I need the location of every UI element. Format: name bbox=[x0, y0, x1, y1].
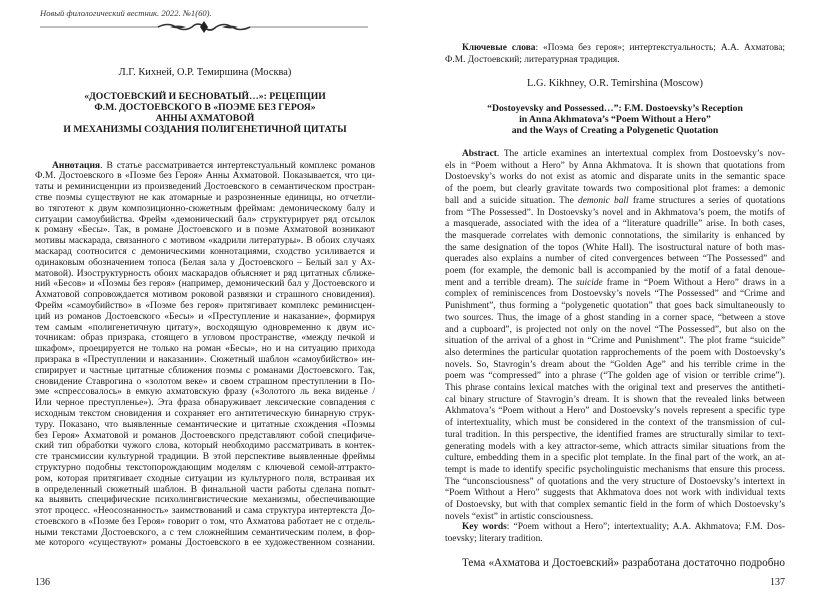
body-text bbox=[445, 557, 785, 570]
text-line bbox=[35, 301, 375, 312]
text-run: ром, которая притягивает сходные ситуации из культурного поля, встраивая их bbox=[35, 473, 375, 484]
text-line bbox=[445, 301, 785, 313]
authors-en: L.G. Kikhney, O.R. Temirshina (Moscow) bbox=[527, 78, 703, 89]
text-line bbox=[35, 355, 375, 366]
text-line bbox=[35, 258, 375, 269]
text-line bbox=[445, 196, 785, 208]
text-run: querades also explains a number of cited convergences between “The Possessed” and bbox=[445, 254, 785, 265]
text-run: situation of the arrival of a ghost in “Crime and Punishment”. The plot frame “suicide” bbox=[445, 336, 785, 347]
text-line bbox=[445, 278, 785, 290]
text-line bbox=[35, 333, 375, 344]
text-line bbox=[445, 219, 785, 231]
text-line bbox=[445, 289, 785, 301]
text-line bbox=[35, 161, 375, 172]
page-number-right: 137 bbox=[770, 577, 785, 588]
text-run: ский тип обработки чужого слова, который необходимо рассматривать в контек- bbox=[35, 441, 375, 452]
text-line bbox=[445, 557, 785, 570]
text-run: complex of reminiscences from Dostoevsky’s novels “The Possessed” and “Crime and bbox=[445, 289, 785, 300]
bold-label: Аннотация bbox=[52, 160, 101, 171]
text-run: в определенный сюжетный шаблон. В финальной части работы сделана попыт- bbox=[35, 484, 375, 495]
text-run: таты и реминисценции из произведений Достоевского в семантическом простран- bbox=[35, 182, 375, 193]
text-run: of Dostoevsky, but with that complex semantic field in the form of which Dostoevsky’s bbox=[445, 500, 785, 511]
text-run: призрака в «Преступлении и наказании». Сюжетный шаблон «самоубийство» ин- bbox=[35, 354, 375, 365]
text-run: the masquerade correlates with demonic connotations, the similarity is enhanced by bbox=[445, 230, 785, 241]
text-line bbox=[445, 500, 785, 512]
text-line bbox=[35, 290, 375, 301]
text-line bbox=[35, 279, 375, 290]
text-run: . В статье рассматривается интертекстуальный комплекс романов bbox=[100, 160, 375, 171]
text-run: tural tradition. In this perspective, the identified frames are structurally similar to text- bbox=[445, 429, 785, 440]
text-line bbox=[35, 398, 375, 409]
text-run: from “The Possessed”. In Dostoevsky’s novel and in Akhmatova’s poem, the motifs of bbox=[445, 207, 785, 218]
text-run: “Poem Without a Hero” suggests that Akhmatova does not work with individual texts bbox=[445, 488, 785, 499]
italic-term: suicide bbox=[576, 277, 603, 288]
text-run: toevsky; literary tradition. bbox=[445, 533, 543, 544]
text-line bbox=[445, 266, 785, 278]
text-line bbox=[445, 325, 785, 337]
page-number-left: 136 bbox=[35, 577, 50, 588]
text-run: also determines the particular quotation rapprochements of the poem with Dostoevsky’s bbox=[445, 347, 785, 358]
text-line bbox=[445, 534, 785, 546]
text-line bbox=[445, 430, 785, 442]
bold-label: Ключевые слова bbox=[462, 43, 536, 53]
text-run: els in “Poem without a Hero” by Anna Akhmatova. It is shown that quotations from bbox=[445, 160, 785, 171]
text-run: ме которого «существуют» романы Достоевского в ее художественном сознании. bbox=[35, 538, 375, 549]
text-line bbox=[445, 383, 785, 395]
text-line bbox=[445, 161, 785, 173]
text-line bbox=[35, 463, 375, 474]
text-line bbox=[35, 225, 375, 236]
text-run: Ахматовой сопровождается мотивом роковой развязки и страшного сновидения). bbox=[35, 290, 375, 301]
text-run: стоевского в «Поэме без Героя» говорит о том, что Ахматова работает не с отдель- bbox=[35, 516, 375, 527]
ornament-divider-icon bbox=[40, 20, 368, 34]
text-run: ний «Бесов» и «Поэмы без героя» (например, демонический бал у Достоевского и bbox=[35, 279, 375, 290]
text-line bbox=[35, 441, 375, 452]
text-run: мотивы маскарада, связанного с мотивом «кадрили литературы». В обоих случаях bbox=[35, 236, 375, 247]
text-run: The “unconsciousness” of quotations and the very structure of Dostoevsky’s intertext in bbox=[445, 476, 785, 487]
title-line: «ДОСТОЕВСКИЙ И БЕСНОВАТЫЙ…»: РЕЦЕПЦИИ bbox=[84, 90, 326, 102]
title-line: И МЕХАНИЗМЫ СОЗДАНИЯ ПОЛИГЕНЕТИЧНОЙ ЦИТАТЫ bbox=[63, 124, 347, 136]
text-line bbox=[35, 517, 375, 528]
title-line: in Anna Akhmatova’s “Poem Without a Hero” bbox=[519, 113, 711, 125]
text-run: poem was “compressed” into a phrase (“The golden age of vision or terrible crime”). bbox=[445, 371, 785, 382]
text-line bbox=[445, 184, 785, 196]
text-run: одинаковым обозначением топоса (Белая зала у Достоевского – Белый зал у Ах- bbox=[35, 257, 375, 268]
text-line bbox=[35, 215, 375, 226]
text-run: исходным текстом сновидения и сохраняет его антитетическую бинарную струк- bbox=[35, 408, 375, 419]
text-line bbox=[445, 395, 785, 407]
text-line bbox=[35, 420, 375, 431]
text-run: poem (for example, the demonic ball is accompanied by the motif of a fatal denoue- bbox=[445, 266, 785, 277]
text-line bbox=[35, 171, 375, 182]
text-line bbox=[35, 409, 375, 420]
text-run: culture, embedding them in a specific plot template. In the final part of the work, an at- bbox=[445, 453, 785, 464]
text-run: туру. Показано, что выявленные семантические и цитатные схождения «Поэмы bbox=[35, 419, 375, 430]
text-line bbox=[445, 149, 785, 161]
text-run: спирирует и частные цитатные сближения поэмы с романами Достоевского. Так, bbox=[35, 365, 375, 376]
text-line bbox=[445, 418, 785, 430]
text-line bbox=[35, 506, 375, 517]
text-run: a masquerade, associated with the idea of a “literature quadrille” arise. In both cases, bbox=[445, 219, 785, 230]
text-run: : «Поэма без героя»; интертекстуальность; А.А. Ахматова; bbox=[535, 43, 785, 53]
text-run: of the poem, but clearly gravitate towards two compositional plot frames: a demonic bbox=[445, 184, 785, 195]
text-line bbox=[445, 172, 785, 184]
title-line: “Dostoyevsky and Possessed…”: F.M. Dostoevsky’s Reception bbox=[487, 102, 743, 114]
text-line bbox=[445, 313, 785, 325]
text-run: эме «спрессовалось» в емкую ахматовскую фразу («Золотого ль века виденье / bbox=[35, 387, 375, 398]
text-run: сновидение Ставрогина о «золотом веке» и своем страшном преступлении в По- bbox=[35, 376, 375, 387]
text-line bbox=[445, 336, 785, 348]
text-run: tempt is made to identify specific psycholinguistic mechanisms that ensure this process. bbox=[445, 464, 785, 475]
text-run: шкафом», проецируется не только на роман «Бесы», но и на ситуацию прихода bbox=[35, 344, 375, 355]
text-line bbox=[445, 371, 785, 383]
text-run: cal binary structure of Stavrogin’s dream. It is shown that the revealed links between bbox=[445, 394, 785, 405]
text-run: ситуации самоубийства. Фрейм «демонический бал» структурирует ряд отсылок bbox=[35, 214, 375, 225]
text-line bbox=[35, 247, 375, 258]
text-line bbox=[35, 204, 375, 215]
text-run: Dostoevsky’s works do not exist as atomic and disparate units in the semantic space bbox=[445, 172, 785, 183]
text-run: структурно подобны текстопорождающим моделям с ключевой семой-аттракто- bbox=[35, 462, 375, 473]
article-title-en bbox=[445, 103, 785, 137]
text-line bbox=[445, 55, 785, 67]
text-line bbox=[35, 323, 375, 334]
text-run: novels. So, Stavrogin’s dream about the “Golden Age” and his terrible crime in the bbox=[445, 359, 785, 370]
text-run: This phrase contains lexical matches with the original text and preserves the antitheti- bbox=[445, 383, 785, 394]
text-run: Punishment”, thus forming a “polygenetic quotation” that goes back simultaneously to bbox=[445, 301, 785, 312]
keywords-en bbox=[445, 522, 785, 545]
text-run: ными текстами Достоевского, а с тем сложнейшим семантическим полем, в фор- bbox=[35, 527, 375, 538]
text-run: без Героя» Ахматовой и романов Достоевского представляют собой специфиче- bbox=[35, 430, 375, 441]
text-line bbox=[35, 528, 375, 539]
text-line bbox=[445, 522, 785, 534]
text-run: ment and a terrible dream). The bbox=[445, 277, 577, 288]
text-line bbox=[35, 452, 375, 463]
title-line: Ф.М. ДОСТОЕВСКОГО В «ПОЭМЕ БЕЗ ГЕРОЯ» bbox=[94, 101, 316, 113]
text-run: сте трансмиссии культурной традиции. В этой перспективе выявленные фреймы bbox=[35, 452, 375, 463]
text-line bbox=[35, 474, 375, 485]
text-run: frame in “Poem Without a Hero” draws in a bbox=[602, 277, 785, 288]
text-run: Фрейм «самоубийство» в «Поэме без героя» притягивает комплекс реминисцен- bbox=[35, 300, 375, 311]
authors-ru: Л.Г. Кихней, О.Р. Темиршина (Москва) bbox=[118, 67, 292, 78]
text-run: of intertextuality, which must be considered in the context of the transmission of cul- bbox=[445, 418, 785, 429]
text-line bbox=[445, 231, 785, 243]
text-line bbox=[35, 344, 375, 355]
text-run: ций из романов Достоевского «Бесы» и «Преступление и наказание», формируя bbox=[35, 311, 375, 322]
text-run: frame structures a series of quotations bbox=[628, 195, 785, 206]
text-line bbox=[445, 360, 785, 372]
text-run: the same designation of the topos (White Hall). The isostructural nature of both mas- bbox=[445, 242, 785, 253]
text-run: матовой). Изоструктурность обоих маскарадов объясняет и ряд цитатных сближе- bbox=[35, 268, 375, 279]
text-line bbox=[35, 495, 375, 506]
text-run: and a cupboard”, is projected not only on the novel “The Possessed”, but also on the bbox=[445, 324, 785, 335]
text-run: маскарад соотносится с демоническими коннотациями, сходство усиливается и bbox=[35, 246, 375, 257]
text-line bbox=[445, 208, 785, 220]
text-run: . The article examines an intertextual complex from Dostoevsky’s nov- bbox=[496, 149, 785, 159]
text-line bbox=[445, 43, 785, 55]
text-line bbox=[445, 254, 785, 266]
text-line bbox=[35, 366, 375, 377]
text-line bbox=[445, 465, 785, 477]
text-run: этот процесс. «Неосознанность» заимствований и сама структура интертекста До- bbox=[35, 506, 375, 517]
text-run: к роману «Бесы». Так, в романе Достоевского и в поэме Ахматовой возникают bbox=[35, 225, 375, 236]
text-run: точникам: образ призрака, стоящего в угловом пространстве, «между печкой и bbox=[35, 333, 375, 344]
text-line bbox=[445, 477, 785, 489]
text-run: generating models with a key attractor-seme, which attracts similar situations from the bbox=[445, 441, 785, 452]
bold-label: Abstract bbox=[462, 149, 497, 159]
text-line bbox=[35, 236, 375, 247]
text-run: тем самым «полигенетичную цитату», восходящую одновременно к двум ис- bbox=[35, 322, 375, 333]
text-line bbox=[445, 243, 785, 255]
text-line bbox=[35, 387, 375, 398]
abstract-ru bbox=[35, 161, 375, 550]
text-line bbox=[35, 431, 375, 442]
text-run: Akhmatova’s “Poem without a Hero” and Dostoevsky’s novels represent a specific type bbox=[445, 406, 785, 417]
title-line: АННЫ АХМАТОВОЙ bbox=[155, 113, 255, 125]
text-run: novels “exist” in artistic consciousness. bbox=[445, 511, 594, 522]
text-run: Ф.М. Достоевского в «Поэме без Героя» Анны Ахматовой. Показывается, что ци- bbox=[35, 171, 375, 182]
text-run: ка выявить специфические психолингвистические механизмы, обеспечивающие bbox=[35, 495, 375, 506]
italic-term: demonic ball bbox=[578, 195, 629, 206]
bold-label: Key words bbox=[462, 522, 507, 532]
title-line: and the Ways of Creating a Polygenetic Quotation bbox=[511, 125, 719, 137]
text-run: : “Poem without a Hero”; intertextuality; A.A. Akhmatova; F.M. Dos- bbox=[506, 522, 785, 532]
text-run: ball and a suicide situation. The bbox=[445, 195, 579, 206]
text-line bbox=[445, 406, 785, 418]
text-line bbox=[35, 485, 375, 496]
text-run: во тяготеют к двум композиционно-сюжетным фреймам: демоническому балу и bbox=[35, 203, 375, 214]
text-line bbox=[35, 538, 375, 549]
text-line bbox=[35, 269, 375, 280]
text-line bbox=[445, 442, 785, 454]
abstract-en bbox=[445, 149, 785, 524]
text-line bbox=[445, 488, 785, 500]
text-line bbox=[445, 348, 785, 360]
journal-header: Новый филологический вестник. 2022. №1(60). bbox=[40, 8, 212, 18]
text-line bbox=[35, 182, 375, 193]
keywords-ru bbox=[445, 43, 785, 66]
text-line bbox=[445, 453, 785, 465]
text-run: Тема «Ахматова и Достоевский» разработана достаточно подробно bbox=[462, 557, 785, 569]
text-run: Или черное преступленье»). Эта фраза обнаруживает лексические совпадения с bbox=[35, 398, 375, 409]
text-run: two sources. Thus, the image of a ghost standing in a corner space, “between a stove bbox=[445, 312, 785, 323]
text-run: стве поэмы существуют не как атомарные и разрозненные единицы, но отчетли- bbox=[35, 192, 375, 203]
text-line bbox=[35, 312, 375, 323]
text-line bbox=[35, 193, 375, 204]
text-line bbox=[35, 377, 375, 388]
text-run: Ф.М. Достоевский; литературная традиция. bbox=[445, 54, 620, 65]
article-title-ru bbox=[35, 91, 375, 136]
